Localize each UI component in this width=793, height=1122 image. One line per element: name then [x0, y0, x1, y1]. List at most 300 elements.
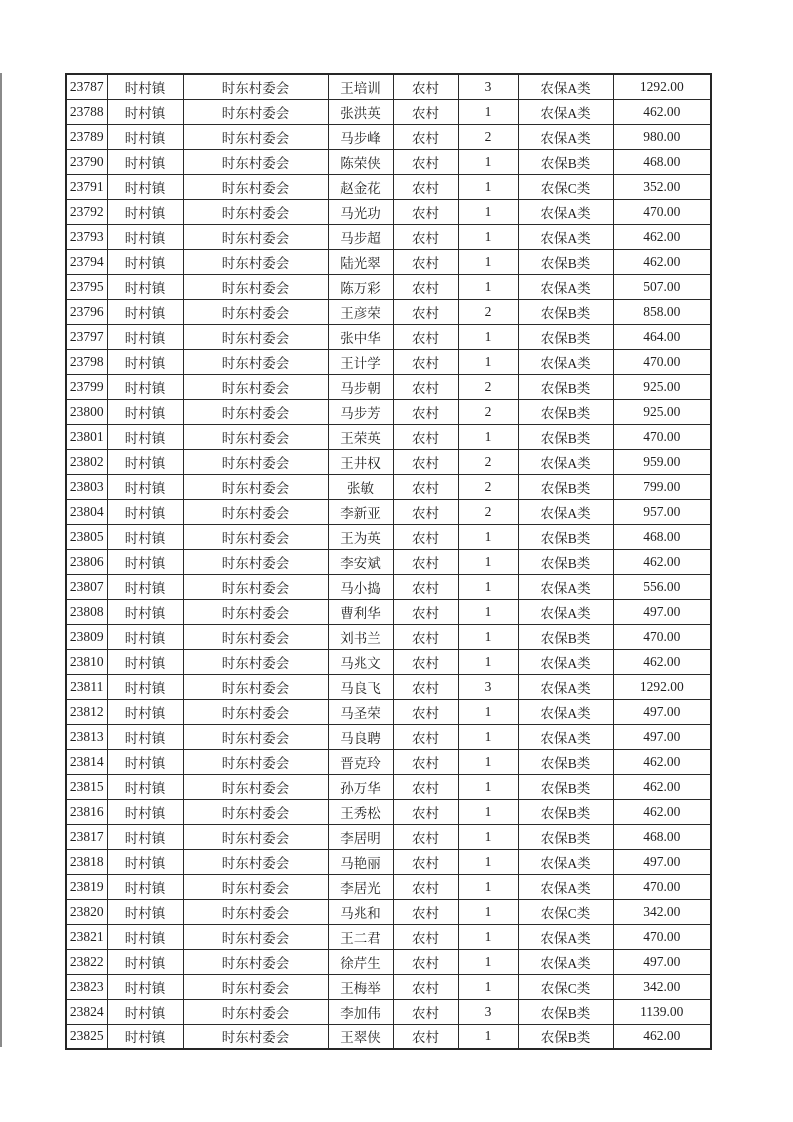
cell-village_committee: 时东村委会 — [183, 974, 328, 999]
cell-record_no: 23822 — [66, 949, 107, 974]
cell-amount: 464.00 — [613, 324, 711, 349]
cell-insurance_category: 农保A类 — [518, 349, 613, 374]
cell-record_no: 23801 — [66, 424, 107, 449]
cell-amount: 497.00 — [613, 724, 711, 749]
table-row — [66, 549, 711, 574]
cell-village_committee: 时东村委会 — [183, 599, 328, 624]
cell-residence_type: 农村 — [393, 299, 458, 324]
cell-amount: 470.00 — [613, 924, 711, 949]
cell-insurance_category: 农保A类 — [518, 99, 613, 124]
cell-person_name: 马兆文 — [328, 649, 393, 674]
table-row — [66, 674, 711, 699]
cell-person_name: 马光功 — [328, 199, 393, 224]
cell-residence_type: 农村 — [393, 399, 458, 424]
cell-residence_type: 农村 — [393, 174, 458, 199]
cell-record_no: 23799 — [66, 374, 107, 399]
cell-amount: 462.00 — [613, 774, 711, 799]
table-row — [66, 949, 711, 974]
cell-person_name: 王计学 — [328, 349, 393, 374]
cell-person_count: 1 — [458, 249, 518, 274]
cell-amount: 799.00 — [613, 474, 711, 499]
cell-residence_type: 农村 — [393, 799, 458, 824]
cell-person_name: 刘书兰 — [328, 624, 393, 649]
cell-village_committee: 时东村委会 — [183, 724, 328, 749]
cell-residence_type: 农村 — [393, 149, 458, 174]
cell-person_count: 1 — [458, 774, 518, 799]
cell-record_no: 23789 — [66, 124, 107, 149]
cell-record_no: 23818 — [66, 849, 107, 874]
cell-amount: 556.00 — [613, 574, 711, 599]
cell-amount: 980.00 — [613, 124, 711, 149]
table-row — [66, 624, 711, 649]
cell-insurance_category: 农保A类 — [518, 499, 613, 524]
cell-person_count: 1 — [458, 799, 518, 824]
cell-village_committee: 时东村委会 — [183, 749, 328, 774]
cell-town: 时村镇 — [107, 949, 183, 974]
cell-village_committee: 时东村委会 — [183, 499, 328, 524]
cell-town: 时村镇 — [107, 724, 183, 749]
table-row — [66, 774, 711, 799]
cell-insurance_category: 农保B类 — [518, 299, 613, 324]
cell-person_name: 徐芹生 — [328, 949, 393, 974]
cell-person_count: 1 — [458, 324, 518, 349]
cell-insurance_category: 农保B类 — [518, 474, 613, 499]
cell-person_count: 2 — [458, 299, 518, 324]
cell-insurance_category: 农保C类 — [518, 899, 613, 924]
cell-town: 时村镇 — [107, 1024, 183, 1049]
cell-town: 时村镇 — [107, 924, 183, 949]
cell-person_name: 张洪英 — [328, 99, 393, 124]
cell-town: 时村镇 — [107, 124, 183, 149]
table-row — [66, 474, 711, 499]
cell-residence_type: 农村 — [393, 1024, 458, 1049]
cell-person_name: 孙万华 — [328, 774, 393, 799]
cell-person_name: 王二君 — [328, 924, 393, 949]
table-row — [66, 699, 711, 724]
cell-record_no: 23817 — [66, 824, 107, 849]
table-row — [66, 149, 711, 174]
cell-person_name: 陆光翠 — [328, 249, 393, 274]
cell-record_no: 23807 — [66, 574, 107, 599]
cell-village_committee: 时东村委会 — [183, 424, 328, 449]
cell-insurance_category: 农保A类 — [518, 599, 613, 624]
cell-town: 时村镇 — [107, 199, 183, 224]
cell-person_count: 2 — [458, 449, 518, 474]
cell-village_committee: 时东村委会 — [183, 574, 328, 599]
cell-town: 时村镇 — [107, 699, 183, 724]
cell-insurance_category: 农保A类 — [518, 274, 613, 299]
cell-person_count: 1 — [458, 599, 518, 624]
cell-village_committee: 时东村委会 — [183, 949, 328, 974]
cell-town: 时村镇 — [107, 324, 183, 349]
cell-town: 时村镇 — [107, 574, 183, 599]
cell-record_no: 23806 — [66, 549, 107, 574]
table-row — [66, 749, 711, 774]
cell-person_count: 1 — [458, 149, 518, 174]
cell-village_committee: 时东村委会 — [183, 249, 328, 274]
cell-person_count: 1 — [458, 749, 518, 774]
table-row — [66, 824, 711, 849]
cell-amount: 925.00 — [613, 399, 711, 424]
cell-person_count: 1 — [458, 974, 518, 999]
cell-town: 时村镇 — [107, 299, 183, 324]
cell-residence_type: 农村 — [393, 974, 458, 999]
cell-record_no: 23825 — [66, 1024, 107, 1049]
cell-village_committee: 时东村委会 — [183, 549, 328, 574]
cell-person_count: 2 — [458, 474, 518, 499]
cell-residence_type: 农村 — [393, 849, 458, 874]
insurance-payment-table — [65, 73, 712, 1050]
cell-amount: 342.00 — [613, 899, 711, 924]
table-row — [66, 399, 711, 424]
cell-residence_type: 农村 — [393, 574, 458, 599]
cell-person_name: 王培训 — [328, 74, 393, 99]
cell-residence_type: 农村 — [393, 674, 458, 699]
cell-record_no: 23820 — [66, 899, 107, 924]
cell-amount: 468.00 — [613, 524, 711, 549]
cell-residence_type: 农村 — [393, 274, 458, 299]
cell-insurance_category: 农保A类 — [518, 924, 613, 949]
cell-village_committee: 时东村委会 — [183, 699, 328, 724]
cell-record_no: 23792 — [66, 199, 107, 224]
cell-amount: 470.00 — [613, 424, 711, 449]
cell-town: 时村镇 — [107, 249, 183, 274]
cell-residence_type: 农村 — [393, 249, 458, 274]
cell-village_committee: 时东村委会 — [183, 874, 328, 899]
cell-insurance_category: 农保B类 — [518, 249, 613, 274]
cell-person_name: 赵金花 — [328, 174, 393, 199]
cell-residence_type: 农村 — [393, 424, 458, 449]
cell-person_name: 李居光 — [328, 874, 393, 899]
table-body — [66, 74, 711, 1049]
cell-insurance_category: 农保A类 — [518, 649, 613, 674]
cell-village_committee: 时东村委会 — [183, 74, 328, 99]
cell-insurance_category: 农保A类 — [518, 874, 613, 899]
cell-village_committee: 时东村委会 — [183, 224, 328, 249]
cell-town: 时村镇 — [107, 174, 183, 199]
cell-village_committee: 时东村委会 — [183, 1024, 328, 1049]
cell-person_name: 马圣荣 — [328, 699, 393, 724]
cell-residence_type: 农村 — [393, 74, 458, 99]
cell-person_name: 马步峰 — [328, 124, 393, 149]
cell-town: 时村镇 — [107, 624, 183, 649]
cell-residence_type: 农村 — [393, 774, 458, 799]
table-row — [66, 974, 711, 999]
cell-record_no: 23790 — [66, 149, 107, 174]
cell-insurance_category: 农保A类 — [518, 74, 613, 99]
cell-village_committee: 时东村委会 — [183, 849, 328, 874]
table-row — [66, 849, 711, 874]
cell-residence_type: 农村 — [393, 549, 458, 574]
cell-town: 时村镇 — [107, 749, 183, 774]
cell-residence_type: 农村 — [393, 924, 458, 949]
cell-person_count: 1 — [458, 649, 518, 674]
cell-town: 时村镇 — [107, 399, 183, 424]
table-row — [66, 999, 711, 1024]
table-row — [66, 274, 711, 299]
table-row — [66, 449, 711, 474]
cell-person_name: 李新亚 — [328, 499, 393, 524]
cell-residence_type: 农村 — [393, 649, 458, 674]
table-row — [66, 1024, 711, 1049]
cell-person_count: 3 — [458, 674, 518, 699]
cell-village_committee: 时东村委会 — [183, 899, 328, 924]
cell-insurance_category: 农保B类 — [518, 999, 613, 1024]
cell-record_no: 23810 — [66, 649, 107, 674]
cell-village_committee: 时东村委会 — [183, 299, 328, 324]
cell-amount: 957.00 — [613, 499, 711, 524]
cell-person_name: 张中华 — [328, 324, 393, 349]
cell-record_no: 23797 — [66, 324, 107, 349]
cell-insurance_category: 农保A类 — [518, 674, 613, 699]
cell-amount: 462.00 — [613, 549, 711, 574]
table-row — [66, 874, 711, 899]
table-row — [66, 174, 711, 199]
cell-person_count: 2 — [458, 399, 518, 424]
cell-record_no: 23802 — [66, 449, 107, 474]
cell-insurance_category: 农保A类 — [518, 724, 613, 749]
cell-person_count: 1 — [458, 549, 518, 574]
cell-residence_type: 农村 — [393, 999, 458, 1024]
table-row — [66, 349, 711, 374]
cell-person_name: 马步超 — [328, 224, 393, 249]
cell-town: 时村镇 — [107, 224, 183, 249]
cell-amount: 468.00 — [613, 149, 711, 174]
table-row — [66, 199, 711, 224]
cell-residence_type: 农村 — [393, 699, 458, 724]
cell-record_no: 23812 — [66, 699, 107, 724]
cell-amount: 352.00 — [613, 174, 711, 199]
cell-amount: 470.00 — [613, 199, 711, 224]
cell-residence_type: 农村 — [393, 899, 458, 924]
cell-insurance_category: 农保A类 — [518, 949, 613, 974]
cell-person_name: 马步芳 — [328, 399, 393, 424]
cell-insurance_category: 农保B类 — [518, 1024, 613, 1049]
cell-person_count: 1 — [458, 899, 518, 924]
cell-insurance_category: 农保B类 — [518, 624, 613, 649]
cell-person_count: 1 — [458, 724, 518, 749]
cell-town: 时村镇 — [107, 974, 183, 999]
table-row — [66, 574, 711, 599]
table-row — [66, 99, 711, 124]
cell-town: 时村镇 — [107, 599, 183, 624]
cell-insurance_category: 农保B类 — [518, 399, 613, 424]
cell-person_count: 3 — [458, 74, 518, 99]
cell-village_committee: 时东村委会 — [183, 149, 328, 174]
table-row — [66, 74, 711, 99]
cell-person_name: 王荣英 — [328, 424, 393, 449]
cell-record_no: 23809 — [66, 624, 107, 649]
cell-record_no: 23805 — [66, 524, 107, 549]
cell-village_committee: 时东村委会 — [183, 824, 328, 849]
table-row — [66, 899, 711, 924]
cell-residence_type: 农村 — [393, 349, 458, 374]
cell-village_committee: 时东村委会 — [183, 124, 328, 149]
cell-insurance_category: 农保B类 — [518, 549, 613, 574]
cell-amount: 497.00 — [613, 949, 711, 974]
cell-insurance_category: 农保B类 — [518, 424, 613, 449]
cell-insurance_category: 农保A类 — [518, 574, 613, 599]
cell-residence_type: 农村 — [393, 99, 458, 124]
cell-town: 时村镇 — [107, 449, 183, 474]
cell-village_committee: 时东村委会 — [183, 649, 328, 674]
cell-village_committee: 时东村委会 — [183, 174, 328, 199]
cell-record_no: 23821 — [66, 924, 107, 949]
cell-residence_type: 农村 — [393, 874, 458, 899]
cell-insurance_category: 农保A类 — [518, 699, 613, 724]
cell-insurance_category: 农保A类 — [518, 449, 613, 474]
cell-amount: 1292.00 — [613, 674, 711, 699]
cell-town: 时村镇 — [107, 649, 183, 674]
cell-town: 时村镇 — [107, 499, 183, 524]
cell-residence_type: 农村 — [393, 224, 458, 249]
cell-town: 时村镇 — [107, 374, 183, 399]
cell-town: 时村镇 — [107, 474, 183, 499]
cell-town: 时村镇 — [107, 149, 183, 174]
cell-insurance_category: 农保B类 — [518, 749, 613, 774]
cell-amount: 462.00 — [613, 224, 711, 249]
cell-residence_type: 农村 — [393, 449, 458, 474]
cell-residence_type: 农村 — [393, 749, 458, 774]
cell-town: 时村镇 — [107, 549, 183, 574]
cell-town: 时村镇 — [107, 99, 183, 124]
cell-person_count: 2 — [458, 374, 518, 399]
cell-insurance_category: 农保B类 — [518, 524, 613, 549]
cell-amount: 497.00 — [613, 849, 711, 874]
cell-village_committee: 时东村委会 — [183, 99, 328, 124]
cell-record_no: 23794 — [66, 249, 107, 274]
table-row — [66, 424, 711, 449]
cell-town: 时村镇 — [107, 74, 183, 99]
cell-village_committee: 时东村委会 — [183, 924, 328, 949]
cell-person_name: 马小捣 — [328, 574, 393, 599]
cell-town: 时村镇 — [107, 274, 183, 299]
cell-person_name: 王翠侠 — [328, 1024, 393, 1049]
cell-amount: 959.00 — [613, 449, 711, 474]
cell-amount: 462.00 — [613, 799, 711, 824]
cell-amount: 1139.00 — [613, 999, 711, 1024]
cell-person_count: 1 — [458, 874, 518, 899]
cell-village_committee: 时东村委会 — [183, 374, 328, 399]
cell-record_no: 23823 — [66, 974, 107, 999]
cell-village_committee: 时东村委会 — [183, 274, 328, 299]
cell-record_no: 23796 — [66, 299, 107, 324]
cell-person_count: 3 — [458, 999, 518, 1024]
cell-insurance_category: 农保C类 — [518, 974, 613, 999]
cell-person_name: 王井权 — [328, 449, 393, 474]
cell-person_count: 1 — [458, 99, 518, 124]
cell-residence_type: 农村 — [393, 199, 458, 224]
cell-insurance_category: 农保A类 — [518, 124, 613, 149]
cell-person_name: 马艳丽 — [328, 849, 393, 874]
cell-insurance_category: 农保A类 — [518, 224, 613, 249]
cell-person_name: 王为英 — [328, 524, 393, 549]
cell-amount: 462.00 — [613, 649, 711, 674]
cell-record_no: 23816 — [66, 799, 107, 824]
cell-amount: 497.00 — [613, 699, 711, 724]
cell-amount: 470.00 — [613, 624, 711, 649]
cropped-left-cell-border — [0, 73, 2, 1047]
cell-person_count: 1 — [458, 224, 518, 249]
cell-amount: 1292.00 — [613, 74, 711, 99]
cell-amount: 470.00 — [613, 874, 711, 899]
cell-village_committee: 时东村委会 — [183, 799, 328, 824]
cell-person_count: 1 — [458, 424, 518, 449]
cell-amount: 462.00 — [613, 249, 711, 274]
table-row — [66, 924, 711, 949]
cell-amount: 507.00 — [613, 274, 711, 299]
cell-record_no: 23808 — [66, 599, 107, 624]
cell-residence_type: 农村 — [393, 724, 458, 749]
cell-residence_type: 农村 — [393, 599, 458, 624]
table-row — [66, 649, 711, 674]
cell-village_committee: 时东村委会 — [183, 449, 328, 474]
cell-insurance_category: 农保B类 — [518, 799, 613, 824]
cell-record_no: 23791 — [66, 174, 107, 199]
cell-residence_type: 农村 — [393, 374, 458, 399]
cell-insurance_category: 农保A类 — [518, 849, 613, 874]
table-row — [66, 224, 711, 249]
cell-person_count: 1 — [458, 924, 518, 949]
cell-person_name: 马兆和 — [328, 899, 393, 924]
cell-record_no: 23814 — [66, 749, 107, 774]
cell-record_no: 23798 — [66, 349, 107, 374]
table-row — [66, 499, 711, 524]
cell-town: 时村镇 — [107, 849, 183, 874]
table-row — [66, 324, 711, 349]
cell-amount: 470.00 — [613, 349, 711, 374]
cell-record_no: 23793 — [66, 224, 107, 249]
cell-record_no: 23788 — [66, 99, 107, 124]
cell-person_name: 李居明 — [328, 824, 393, 849]
cell-person_name: 王秀松 — [328, 799, 393, 824]
cell-residence_type: 农村 — [393, 824, 458, 849]
cell-person_name: 王梅举 — [328, 974, 393, 999]
cell-person_count: 1 — [458, 624, 518, 649]
cell-town: 时村镇 — [107, 424, 183, 449]
cell-residence_type: 农村 — [393, 624, 458, 649]
cell-record_no: 23811 — [66, 674, 107, 699]
cell-village_committee: 时东村委会 — [183, 399, 328, 424]
cell-amount: 462.00 — [613, 749, 711, 774]
cell-insurance_category: 农保C类 — [518, 174, 613, 199]
cell-record_no: 23787 — [66, 74, 107, 99]
table-row — [66, 299, 711, 324]
cell-amount: 497.00 — [613, 599, 711, 624]
cell-amount: 925.00 — [613, 374, 711, 399]
cell-town: 时村镇 — [107, 824, 183, 849]
cell-person_name: 李安斌 — [328, 549, 393, 574]
cell-person_count: 1 — [458, 174, 518, 199]
cell-town: 时村镇 — [107, 674, 183, 699]
cell-insurance_category: 农保B类 — [518, 324, 613, 349]
cell-person_name: 王彦荣 — [328, 299, 393, 324]
cell-insurance_category: 农保B类 — [518, 149, 613, 174]
cell-amount: 468.00 — [613, 824, 711, 849]
cell-person_count: 1 — [458, 1024, 518, 1049]
cell-person_count: 1 — [458, 824, 518, 849]
table-row — [66, 524, 711, 549]
cell-insurance_category: 农保B类 — [518, 374, 613, 399]
cell-record_no: 23815 — [66, 774, 107, 799]
table-row — [66, 124, 711, 149]
cell-person_count: 1 — [458, 849, 518, 874]
cell-insurance_category: 农保B类 — [518, 774, 613, 799]
table-row — [66, 799, 711, 824]
cell-town: 时村镇 — [107, 799, 183, 824]
cell-person_count: 2 — [458, 124, 518, 149]
cell-person_name: 李加伟 — [328, 999, 393, 1024]
